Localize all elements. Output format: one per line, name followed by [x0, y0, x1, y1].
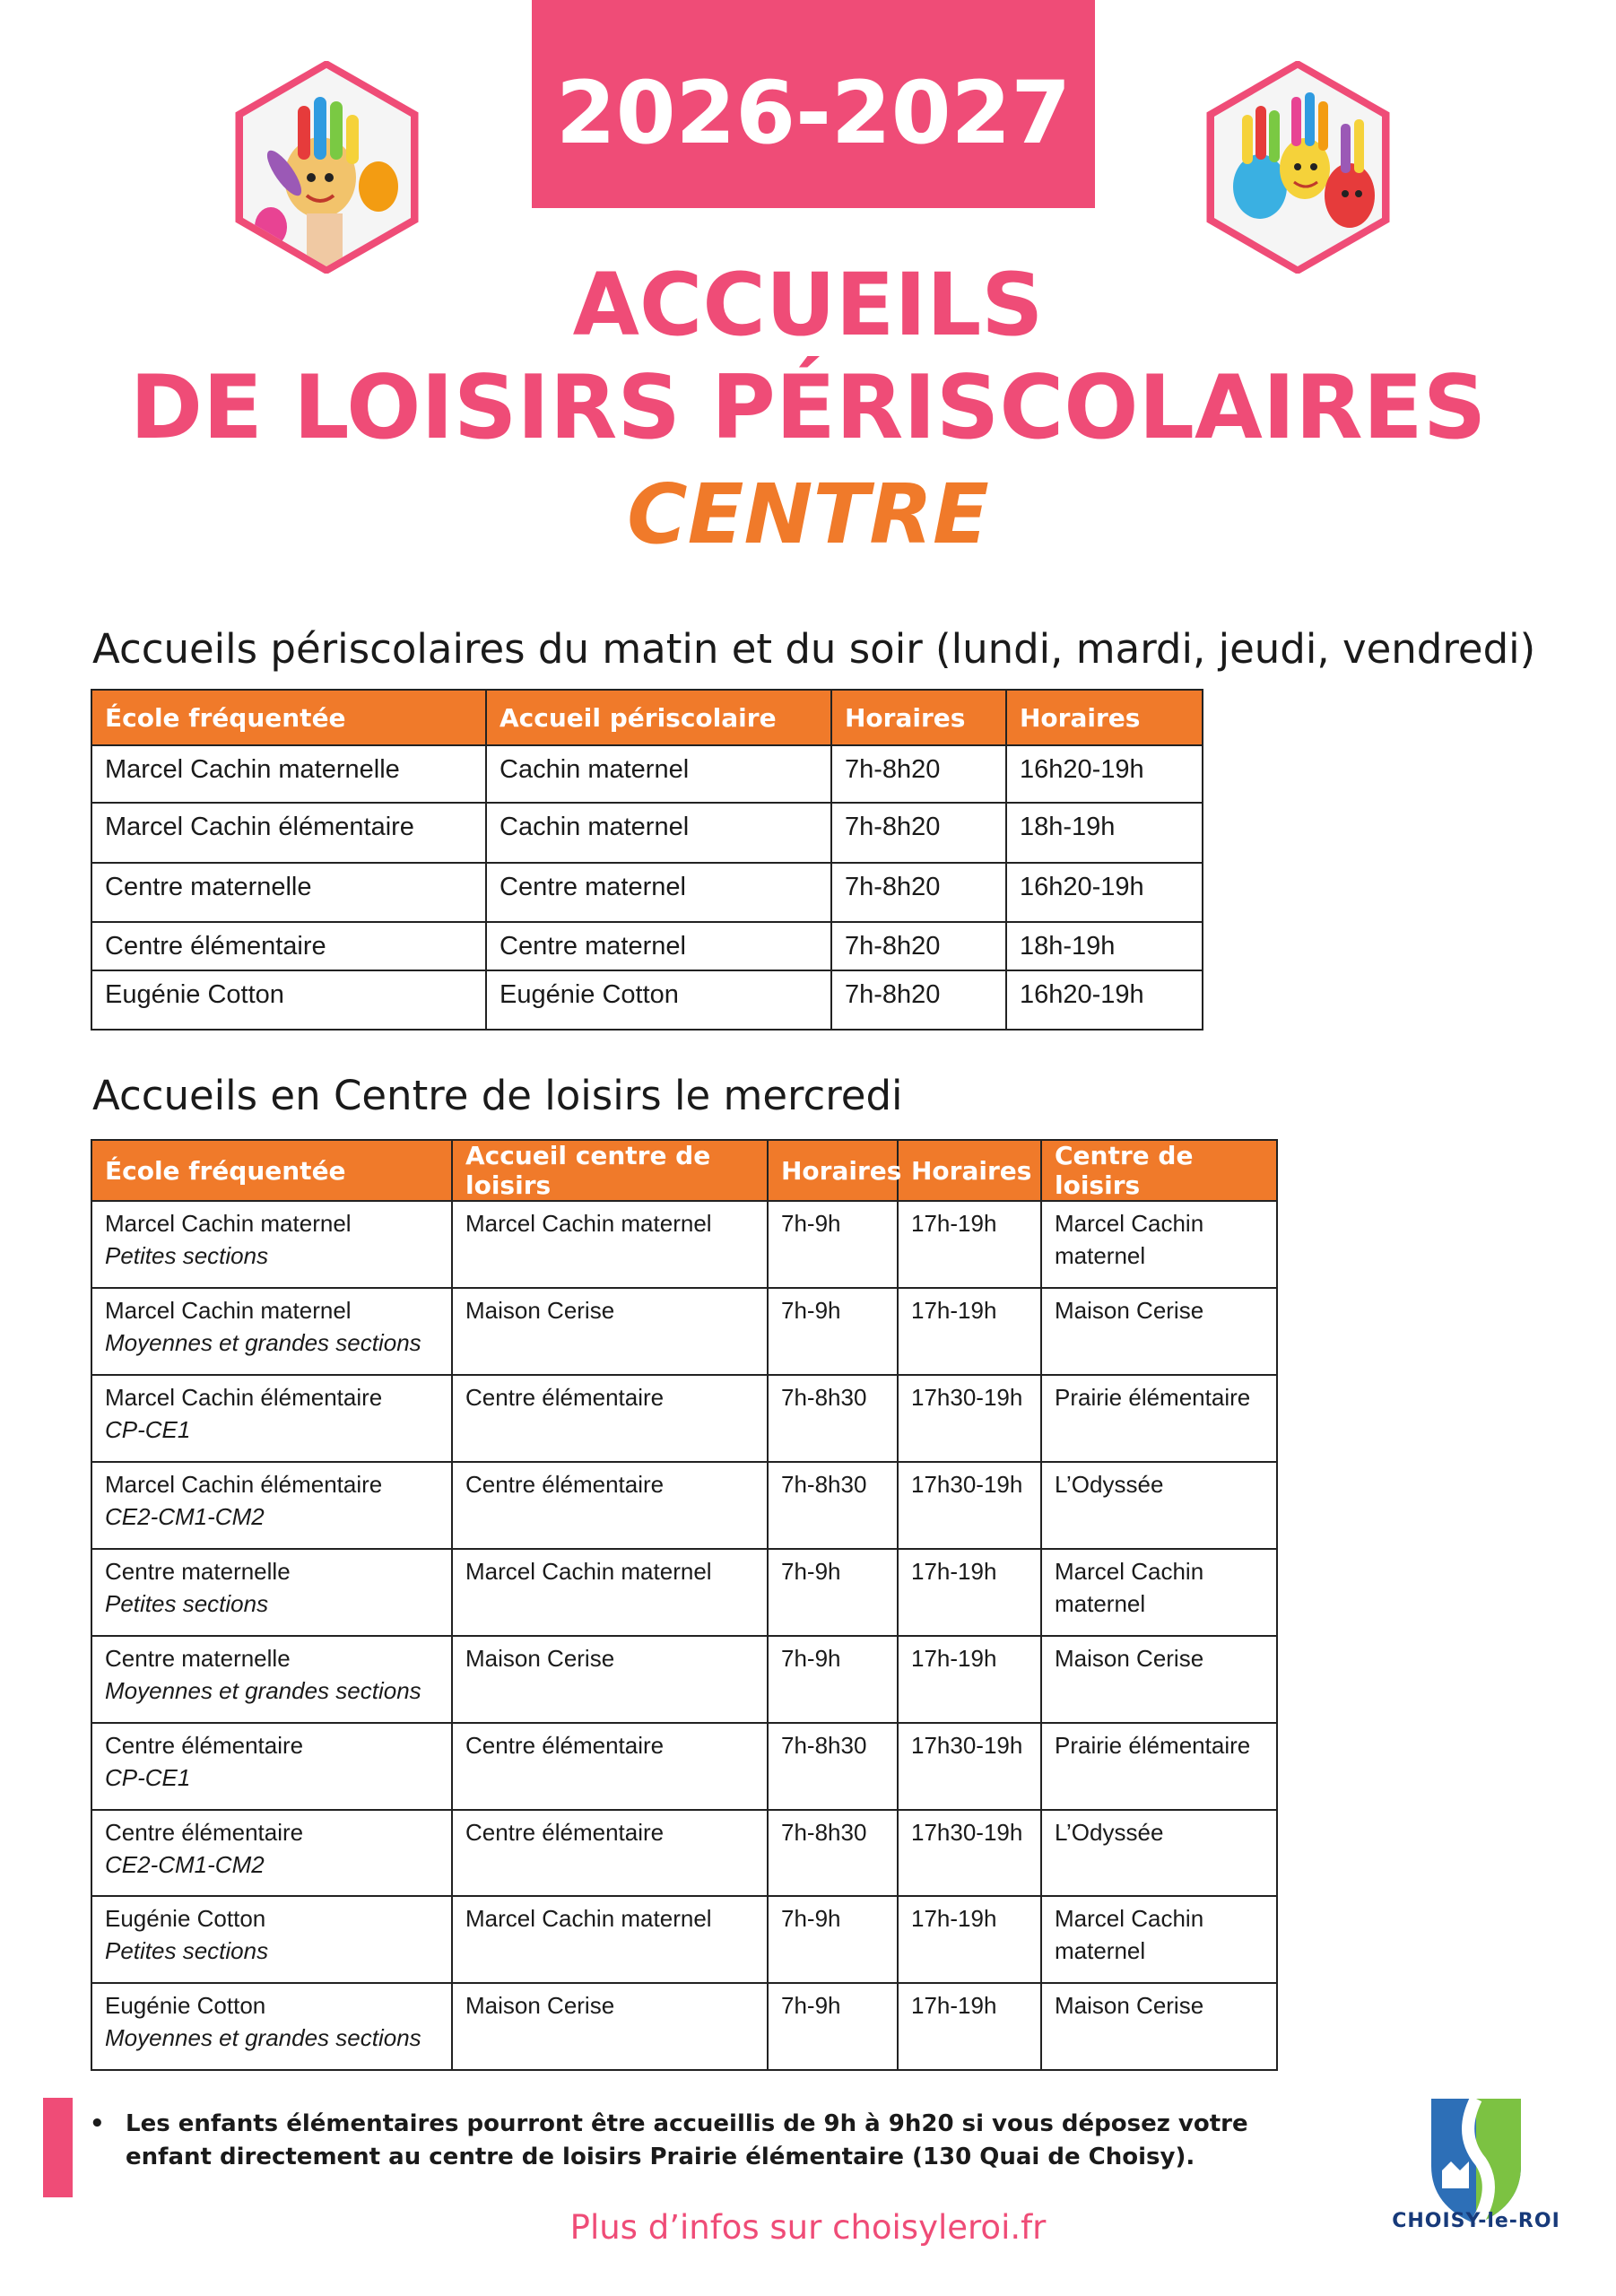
table-cell	[91, 1896, 452, 1983]
table-cell	[91, 1462, 452, 1549]
table-cell: Centre élémentaire	[91, 922, 486, 970]
periscolaire-table	[91, 689, 1203, 1031]
table-cell	[1041, 1462, 1277, 1549]
cell-text: 17h-19h	[911, 1905, 997, 1932]
table-cell	[91, 1983, 452, 2070]
table-row	[91, 922, 1203, 970]
table-cell	[1041, 1810, 1277, 1896]
table-cell	[452, 1810, 768, 1896]
cell-text: 7h-9h	[781, 1558, 841, 1585]
table-cell	[898, 1723, 1041, 1810]
table-cell	[898, 1896, 1041, 1983]
table-cell	[768, 1896, 898, 1983]
column-header: École fréquentée	[91, 1140, 452, 1201]
table-cell: 16h20-19h	[1006, 863, 1203, 922]
school-level: Moyennes et grandes sections	[105, 1329, 421, 1356]
table-cell	[768, 1462, 898, 1549]
cell-text: Centre élémentaire	[465, 1819, 665, 1846]
column-header: Horaires	[768, 1140, 898, 1201]
title-line-2: DE LOISIRS PÉRISCOLAIRES	[129, 357, 1487, 459]
table-cell	[768, 1810, 898, 1896]
cell-text: Maison Cerise	[1055, 1645, 1204, 1672]
year-banner	[532, 0, 1095, 208]
school-name: Marcel Cachin maternel	[105, 1210, 352, 1237]
cell-text: Maison Cerise	[1055, 1297, 1204, 1324]
cell-text: Marcel Cachin maternel	[1055, 1558, 1204, 1617]
table-cell	[898, 1375, 1041, 1462]
cell-text: Maison Cerise	[1055, 1992, 1204, 2019]
table-cell	[768, 1201, 898, 1288]
cell-text: Marcel Cachin maternel	[465, 1558, 712, 1585]
school-name: Centre élémentaire	[105, 1819, 304, 1846]
column-header: Horaires	[831, 690, 1006, 745]
cell-text: Marcel Cachin maternel	[1055, 1905, 1204, 1964]
column-header: Horaires	[1006, 690, 1203, 745]
table-row	[91, 803, 1203, 863]
table-cell: Cachin maternel	[486, 803, 831, 863]
table-cell	[768, 1983, 898, 2070]
cell-text: 17h30-19h	[911, 1819, 1023, 1846]
cell-text: 17h30-19h	[911, 1471, 1023, 1498]
table-cell	[768, 1723, 898, 1810]
cell-text: 17h30-19h	[911, 1732, 1023, 1759]
table-cell: 18h-19h	[1006, 922, 1203, 970]
table-cell	[898, 1201, 1041, 1288]
table-cell: Cachin maternel	[486, 745, 831, 803]
school-level: CP-CE1	[105, 1764, 191, 1791]
year-label: 2026-2027	[555, 63, 1072, 163]
table-row	[91, 1983, 1277, 2070]
school-name: Centre maternelle	[105, 1558, 291, 1585]
table-cell: 7h-8h20	[831, 970, 1006, 1030]
footer-website-link[interactable]: Plus d’infos sur choisyleroi.fr	[569, 2208, 1047, 2247]
table-cell	[91, 1723, 452, 1810]
title-line-1: ACCUEILS	[572, 255, 1044, 355]
table-cell: Centre maternel	[486, 922, 831, 970]
cell-text: 17h-19h	[911, 1558, 997, 1585]
school-name: Eugénie Cotton	[105, 1992, 266, 2019]
table-row	[91, 1896, 1277, 1983]
table-cell	[91, 1636, 452, 1723]
table-cell: 16h20-19h	[1006, 745, 1203, 803]
table-cell: Marcel Cachin maternelle	[91, 745, 486, 803]
cell-text: 7h-8h30	[781, 1384, 867, 1411]
table-cell: Eugénie Cotton	[91, 970, 486, 1030]
city-logo-text: CHOISY-le-ROI	[1392, 2210, 1560, 2232]
table-cell	[1041, 1636, 1277, 1723]
table-cell	[1041, 1549, 1277, 1636]
school-name: Centre élémentaire	[105, 1732, 304, 1759]
cell-text: Marcel Cachin maternel	[465, 1905, 712, 1932]
table-cell	[452, 1549, 768, 1636]
table-cell: 7h-8h20	[831, 922, 1006, 970]
school-level: CE2-CM1-CM2	[105, 1851, 265, 1878]
cell-text: Centre élémentaire	[465, 1732, 665, 1759]
cell-text: 17h-19h	[911, 1645, 997, 1672]
school-name: Centre maternelle	[105, 1645, 291, 1672]
school-level: Moyennes et grandes sections	[105, 1677, 421, 1704]
table-cell	[91, 1549, 452, 1636]
table-cell	[91, 1201, 452, 1288]
cell-text: 7h-8h30	[781, 1819, 867, 1846]
section-heading-mercredi: Accueils en Centre de loisirs le mercredi	[92, 1072, 903, 1119]
table-cell: 18h-19h	[1006, 803, 1203, 863]
cell-text: L’Odyssée	[1055, 1819, 1164, 1846]
table-cell	[1041, 1723, 1277, 1810]
note-text: Les enfants élémentaires pourront être accueillis de 9h à 9h20 si vous déposez votre enfant directement au centre de loisirs Prairie élémentaire (130 Quai de Choisy).	[126, 2110, 1248, 2170]
table-cell: Centre maternelle	[91, 863, 486, 922]
table-row	[91, 1288, 1277, 1375]
table-cell	[898, 1549, 1041, 1636]
school-level: CE2-CM1-CM2	[105, 1503, 265, 1530]
table-cell: Marcel Cachin élémentaire	[91, 803, 486, 863]
table-cell	[898, 1288, 1041, 1375]
table-cell	[898, 1636, 1041, 1723]
table-row	[91, 1549, 1277, 1636]
cell-text: 17h30-19h	[911, 1384, 1023, 1411]
page-subtitle: CENTRE	[627, 466, 989, 562]
table-row	[91, 1636, 1277, 1723]
cell-text: 7h-8h30	[781, 1732, 867, 1759]
mercredi-table	[91, 1139, 1278, 2071]
table-cell	[768, 1288, 898, 1375]
table-cell	[452, 1288, 768, 1375]
table-cell	[1041, 1896, 1277, 1983]
table-row	[91, 1723, 1277, 1810]
school-name: Marcel Cachin maternel	[105, 1297, 352, 1324]
cell-text: Prairie élémentaire	[1055, 1732, 1251, 1759]
cell-text: Marcel Cachin maternel	[465, 1210, 712, 1237]
table-header-row	[91, 690, 1203, 745]
table-header-row	[91, 1140, 1277, 1201]
table-cell	[452, 1723, 768, 1810]
table-cell	[91, 1288, 452, 1375]
cell-text: Centre élémentaire	[465, 1471, 665, 1498]
table-cell	[768, 1636, 898, 1723]
table-cell: Centre maternel	[486, 863, 831, 922]
cell-text: Maison Cerise	[465, 1645, 615, 1672]
table-cell	[452, 1636, 768, 1723]
column-header: Centre de loisirs	[1041, 1140, 1277, 1201]
cell-text: 7h-9h	[781, 1210, 841, 1237]
school-level: Petites sections	[105, 1937, 269, 1964]
table-cell: Eugénie Cotton	[486, 970, 831, 1030]
cell-text: 7h-9h	[781, 1905, 841, 1932]
cell-text: 7h-9h	[781, 1992, 841, 2019]
table-cell	[91, 1375, 452, 1462]
column-header: Horaires	[898, 1140, 1041, 1201]
table-row	[91, 863, 1203, 922]
school-name: Marcel Cachin élémentaire	[105, 1384, 383, 1411]
table-cell	[1041, 1288, 1277, 1375]
table-cell	[452, 1375, 768, 1462]
painted-hands-image-right	[1206, 61, 1390, 274]
cell-text: Marcel Cachin maternel	[1055, 1210, 1204, 1269]
cell-text: Centre élémentaire	[465, 1384, 665, 1411]
table-row	[91, 1810, 1277, 1896]
note	[90, 2108, 1255, 2174]
school-level: Moyennes et grandes sections	[105, 2024, 421, 2051]
school-name: Eugénie Cotton	[105, 1905, 266, 1932]
cell-text: 7h-9h	[781, 1297, 841, 1324]
cell-text: 17h-19h	[911, 1297, 997, 1324]
table-row	[91, 745, 1203, 803]
table-cell: 7h-8h20	[831, 745, 1006, 803]
note-accent-bar	[43, 2098, 73, 2197]
table-cell	[452, 1201, 768, 1288]
table-cell: 7h-8h20	[831, 803, 1006, 863]
school-name: Marcel Cachin élémentaire	[105, 1471, 383, 1498]
table-cell	[768, 1375, 898, 1462]
table-cell	[898, 1983, 1041, 2070]
table-row	[91, 1462, 1277, 1549]
cell-text: 7h-8h30	[781, 1471, 867, 1498]
table-row	[91, 1375, 1277, 1462]
note-bullet: •	[90, 2110, 105, 2137]
cell-text: L’Odyssée	[1055, 1471, 1164, 1498]
section-heading-periscolaire: Accueils périscolaires du matin et du soir (lundi, mardi, jeudi, vendredi)	[92, 625, 1536, 673]
cell-text: 7h-9h	[781, 1645, 841, 1672]
table-row	[91, 970, 1203, 1030]
cell-text: Maison Cerise	[465, 1992, 615, 2019]
table-cell	[91, 1810, 452, 1896]
column-header: Accueil périscolaire	[486, 690, 831, 745]
table-cell: 16h20-19h	[1006, 970, 1203, 1030]
school-level: CP-CE1	[105, 1416, 191, 1443]
school-level: Petites sections	[105, 1590, 269, 1617]
school-level: Petites sections	[105, 1242, 269, 1269]
column-header: École fréquentée	[91, 690, 486, 745]
table-cell: 7h-8h20	[831, 863, 1006, 922]
cell-text: 17h-19h	[911, 1992, 997, 2019]
table-cell	[898, 1810, 1041, 1896]
table-row	[91, 1201, 1277, 1288]
table-cell	[452, 1462, 768, 1549]
table-cell	[1041, 1375, 1277, 1462]
table-cell	[452, 1983, 768, 2070]
cell-text: 17h-19h	[911, 1210, 997, 1237]
table-cell	[452, 1896, 768, 1983]
cell-text: Prairie élémentaire	[1055, 1384, 1251, 1411]
cell-text: Maison Cerise	[465, 1297, 615, 1324]
painted-hands-image-left	[235, 61, 419, 274]
table-cell	[768, 1549, 898, 1636]
table-cell	[1041, 1201, 1277, 1288]
column-header: Accueil centre de loisirs	[452, 1140, 768, 1201]
table-cell	[1041, 1983, 1277, 2070]
table-cell	[898, 1462, 1041, 1549]
